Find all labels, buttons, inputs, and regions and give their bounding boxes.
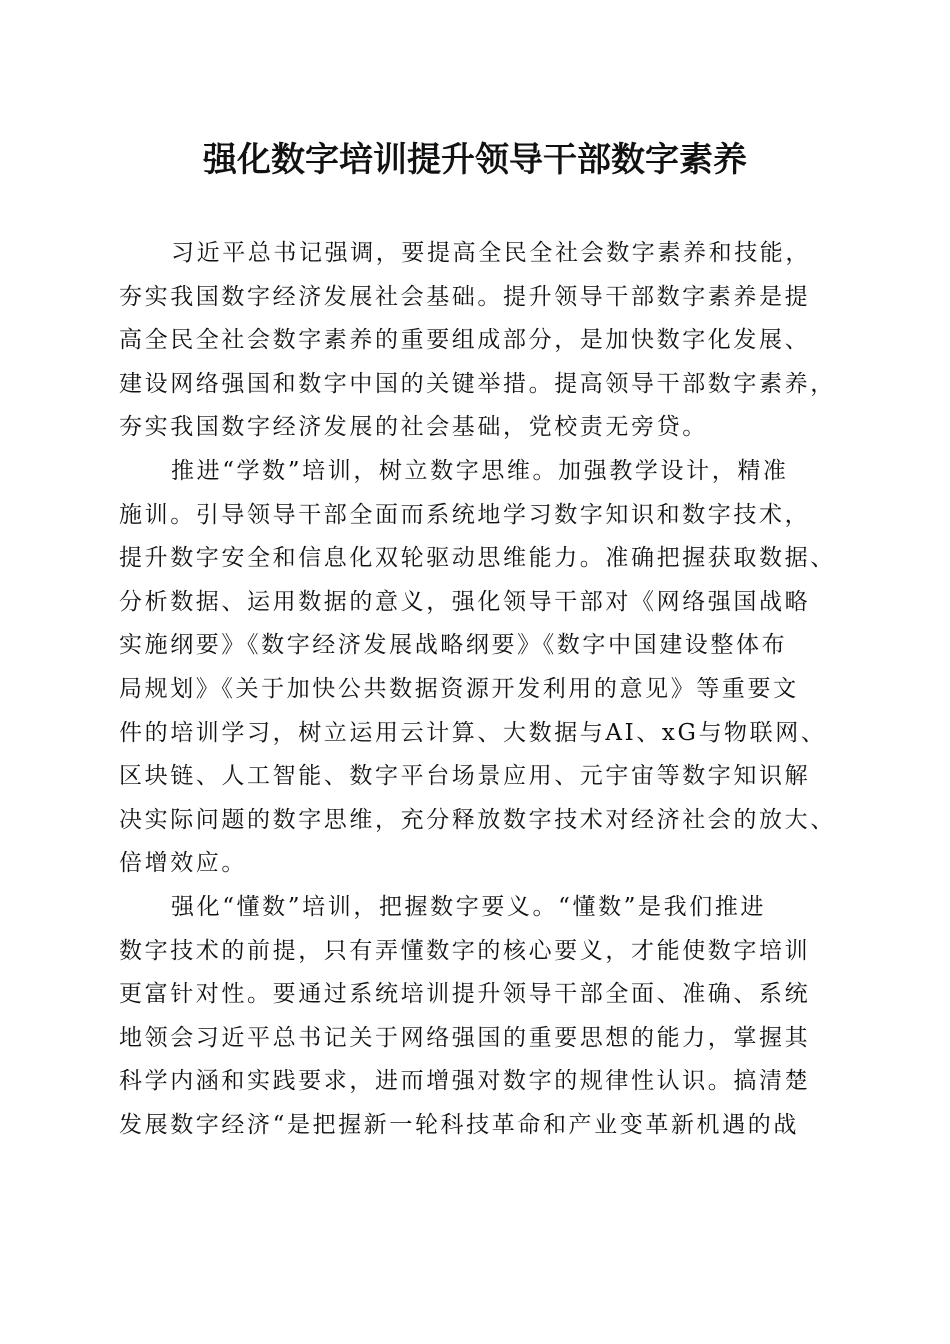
paragraph-line: 强化“懂数”培训，把握数字要义。“懂数”是我们推进 <box>171 893 767 920</box>
paragraph-line: 分析数据、运用数据的意义，强化领导干部对《网络强国战略 <box>119 588 811 615</box>
paragraph-line: 倍增效应。 <box>119 850 247 877</box>
paragraph-line: 习近平总书记强调，要提高全民全社会数字素养和技能， <box>171 240 811 266</box>
paragraph-line: 夯实我国数字经济发展社会基础。提升领导干部数字素养是提 <box>119 283 811 310</box>
paragraph-line: 区块链、人工智能、数字平台场景应用、元宇宙等数字知识解 <box>119 763 811 790</box>
paragraph-line: 实施纲要》《数字经济发展战略纲要》《数字中国建设整体布 <box>119 632 788 659</box>
paragraph-line: 局规划》《关于加快公共数据资源开发利用的意见》等重要文 <box>119 675 799 702</box>
paragraph-line: 件的培训学习，树立运用云计算、大数据与AI、xG与物联网、 <box>119 719 827 746</box>
paragraph-line: 施训。引导领导干部全面而系统地学习数字知识和数字技术， <box>119 501 811 528</box>
document-title: 强化数字培训提升领导干部数字素养 <box>203 140 747 180</box>
paragraph-line: 地领会习近平总书记关于网络强国的重要思想的能力，掌握其 <box>119 1024 811 1051</box>
paragraph-line: 数字技术的前提，只有弄懂数字的核心要义，才能使数字培训 <box>119 937 811 964</box>
paragraph-line: 科学内涵和实践要求，进而增强对数字的规律性认识。搞清楚 <box>119 1068 811 1095</box>
paragraph-line: 发展数字经济“是把握新一轮科技革命和产业变革新机遇的战 <box>119 1111 799 1138</box>
paragraph-intro <box>119 232 836 450</box>
document-body <box>119 232 836 1147</box>
paragraph-line: 决实际问题的数字思维，充分释放数字技术对经济社会的放大、 <box>119 806 836 833</box>
paragraph-line: 高全民全社会数字素养的重要组成部分，是加快数字化发展、 <box>119 327 811 354</box>
paragraph-dongshu <box>119 886 827 1148</box>
paragraph-line: 提升数字安全和信息化双轮驱动思维能力。准确把握获取数据、 <box>119 545 836 572</box>
paragraph-line: 推进“学数”培训，树立数字思维。加强教学设计，精准 <box>171 457 789 484</box>
paragraph-line: 更富针对性。要通过系统培训提升领导干部全面、准确、系统 <box>119 981 811 1008</box>
paragraph-xueshu <box>119 450 836 886</box>
paragraph-line: 建设网络强国和数字中国的关键举措。提高领导干部数字素养， <box>119 370 836 397</box>
paragraph-line: 夯实我国数字经济发展的社会基础，党校责无旁贷。 <box>119 414 708 441</box>
